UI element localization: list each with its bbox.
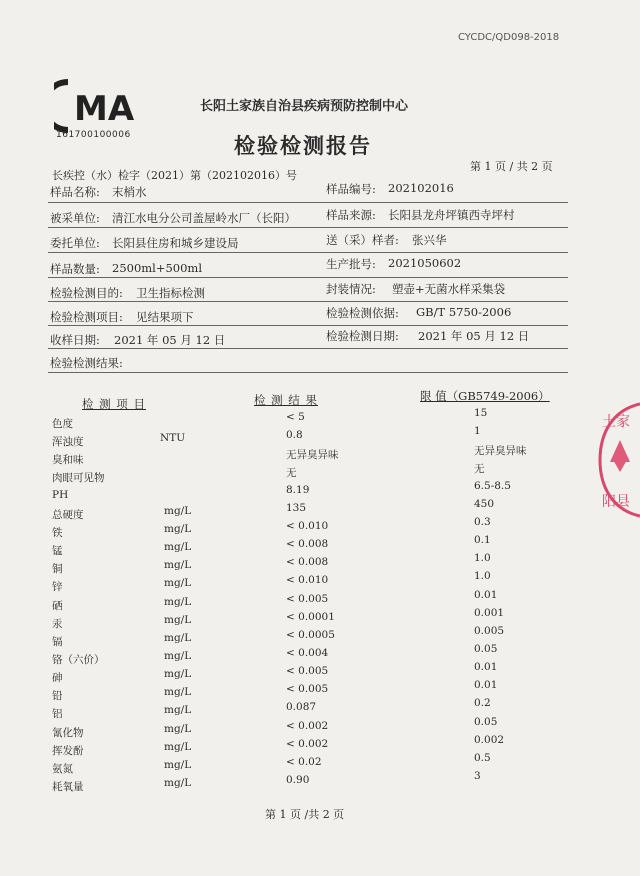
row-limit: 6.5-8.5: [474, 480, 511, 492]
sample-source-value: 长阳县龙舟坪镇西寺坪村: [388, 208, 515, 222]
package-label: 封装情况:: [326, 282, 376, 296]
purpose-value: 卫生指标检测: [136, 286, 205, 300]
row-limit: 450: [474, 498, 495, 510]
row-item-name: 铜: [52, 563, 63, 575]
row-limit: 无异臭异味: [474, 445, 527, 457]
client-value: 长阳县住房和城乡建设局: [112, 236, 239, 250]
divider: [48, 227, 568, 228]
row-result: 8.19: [286, 484, 310, 496]
row-unit: mg/L: [164, 577, 192, 589]
row-result: 0.8: [286, 429, 303, 441]
quantity-label: 样品数量:: [50, 262, 100, 276]
row-unit: NTU: [160, 432, 186, 444]
row-limit: 1.0: [474, 552, 491, 564]
divider: [48, 277, 568, 278]
report-number: 长疾控（水）检字（2021）第（202102016）号: [52, 169, 297, 182]
row-unit: mg/L: [164, 668, 192, 680]
row-item-name: 锌: [52, 581, 63, 593]
sample-source-label: 样品来源:: [326, 208, 376, 222]
sample-no-label: 样品编号:: [326, 182, 376, 196]
row-limit: 0.01: [474, 661, 498, 673]
seal-text-top: 土家: [602, 414, 630, 430]
row-unit: mg/L: [164, 632, 192, 644]
row-item-name: 镉: [52, 636, 63, 648]
row-item-name: PH: [52, 489, 69, 501]
row-item-name: 总硬度: [52, 509, 84, 521]
row-item-name: 臭和味: [52, 454, 84, 466]
row-result: < 5: [286, 411, 305, 423]
divider: [48, 252, 568, 253]
row-result: 无: [286, 467, 297, 479]
sample-name-label: 样品名称:: [50, 185, 100, 199]
page-indicator-bottom: 第 1 页 /共 2 页: [265, 808, 345, 821]
divider: [48, 372, 568, 373]
result-label: 检验检测结果:: [50, 356, 123, 370]
divider: [48, 348, 568, 349]
purpose-label: 检验检测目的:: [50, 286, 123, 300]
receive-date-label: 收样日期:: [50, 333, 100, 347]
row-item-name: 锰: [52, 545, 63, 557]
package-value: 塑壶+无菌水样采集袋: [392, 282, 506, 296]
row-unit: mg/L: [164, 559, 192, 571]
row-limit: 0.05: [474, 716, 498, 728]
row-limit: 1.0: [474, 570, 491, 582]
row-limit: 0.01: [474, 589, 498, 601]
row-result: < 0.002: [286, 738, 329, 750]
row-result: < 0.005: [286, 665, 329, 677]
row-item-name: 铅: [52, 690, 63, 702]
row-result: < 0.02: [286, 756, 322, 768]
row-limit: 15: [474, 407, 488, 419]
report-title: 检验检测报告: [234, 133, 372, 158]
page-indicator-top: 第 1 页 / 共 2 页: [470, 160, 553, 173]
sender-label: 送（采）样者:: [326, 233, 399, 247]
header-limit: 限 值（GB5749-2006）: [420, 389, 550, 403]
row-result: 无异臭异味: [286, 449, 339, 461]
batch-label: 生产批号:: [326, 257, 376, 271]
row-result: < 0.002: [286, 720, 329, 732]
row-result: 135: [286, 502, 307, 514]
divider: [48, 202, 568, 203]
row-item-name: 汞: [52, 618, 63, 630]
test-date-value: 2021 年 05 月 12 日: [418, 329, 530, 343]
row-result: < 0.010: [286, 520, 329, 532]
row-item-name: 铁: [52, 527, 63, 539]
row-unit: mg/L: [164, 777, 192, 789]
test-date-label: 检验检测日期:: [326, 329, 399, 343]
client-label: 委托单位:: [50, 236, 100, 250]
row-item-name: 肉眼可见物: [52, 472, 105, 484]
divider: [48, 301, 568, 302]
row-result: < 0.010: [286, 574, 329, 586]
row-limit: 0.2: [474, 697, 491, 709]
seal-text-bottom: 阳县: [602, 494, 630, 510]
row-result: < 0.0005: [286, 629, 335, 641]
row-limit: 1: [474, 425, 481, 437]
row-unit: mg/L: [164, 741, 192, 753]
cma-logo-icon: [54, 78, 138, 134]
row-limit: 无: [474, 463, 485, 475]
row-unit: mg/L: [164, 541, 192, 553]
cma-logo-text: MA: [74, 89, 135, 129]
batch-value: 2021050602: [388, 256, 462, 270]
quantity-value: 2500ml+500ml: [112, 261, 203, 275]
sender-value: 张兴华: [412, 233, 447, 247]
row-item-name: 挥发酚: [52, 745, 84, 757]
row-unit: mg/L: [164, 614, 192, 626]
row-result: 0.90: [286, 774, 310, 786]
row-unit: mg/L: [164, 650, 192, 662]
row-unit: mg/L: [164, 759, 192, 771]
row-result: < 0.008: [286, 556, 329, 568]
sample-name-value: 末梢水: [112, 185, 147, 199]
row-item-name: 浑浊度: [52, 436, 84, 448]
cma-number: 161700100006: [56, 130, 131, 140]
row-limit: 0.1: [474, 534, 491, 546]
row-limit: 0.002: [474, 734, 505, 746]
row-item-name: 色度: [52, 418, 73, 430]
row-unit: mg/L: [164, 704, 192, 716]
row-limit: 0.05: [474, 643, 498, 655]
row-limit: 0.3: [474, 516, 491, 528]
row-result: < 0.005: [286, 593, 329, 605]
row-item-name: 铬（六价）: [52, 654, 105, 666]
inspected-unit-value: 清江水电分公司盖屋岭水厂（长阳）: [112, 211, 296, 225]
row-item-name: 砷: [52, 672, 63, 684]
row-limit: 3: [474, 770, 481, 782]
row-unit: mg/L: [164, 596, 192, 608]
row-unit: mg/L: [164, 523, 192, 535]
row-item-name: 铝: [52, 708, 63, 720]
receive-date-value: 2021 年 05 月 12 日: [114, 333, 226, 347]
row-unit: mg/L: [164, 505, 192, 517]
row-limit: 0.005: [474, 625, 505, 637]
row-result: < 0.0001: [286, 611, 335, 623]
test-items-label: 检验检测项目:: [50, 310, 123, 324]
inspected-unit-label: 被采单位:: [50, 211, 100, 225]
header-result: 检 测 结 果: [254, 393, 318, 407]
row-item-name: 耗氧量: [52, 781, 84, 793]
test-basis-label: 检验检测依据:: [326, 306, 399, 320]
row-result: < 0.008: [286, 538, 329, 550]
divider: [48, 325, 568, 326]
row-result: 0.087: [286, 701, 317, 713]
test-basis-value: GB/T 5750-2006: [416, 305, 512, 319]
row-unit: mg/L: [164, 686, 192, 698]
official-seal-icon: [594, 400, 640, 520]
row-item-name: 氨氮: [52, 763, 73, 775]
document-code: CYCDC/QD098-2018: [458, 32, 560, 43]
header-item: 检 测 项 目: [82, 397, 146, 411]
row-limit: 0.5: [474, 752, 491, 764]
org-name: 长阳土家族自治县疾病预防控制中心: [200, 99, 409, 114]
row-unit: mg/L: [164, 723, 192, 735]
row-item-name: 氰化物: [52, 727, 84, 739]
row-item-name: 硒: [52, 600, 63, 612]
row-limit: 0.01: [474, 679, 498, 691]
row-result: < 0.004: [286, 647, 329, 659]
sample-no-value: 202102016: [388, 181, 454, 195]
test-items-value: 见结果项下: [136, 310, 194, 324]
row-result: < 0.005: [286, 683, 329, 695]
row-limit: 0.001: [474, 607, 505, 619]
